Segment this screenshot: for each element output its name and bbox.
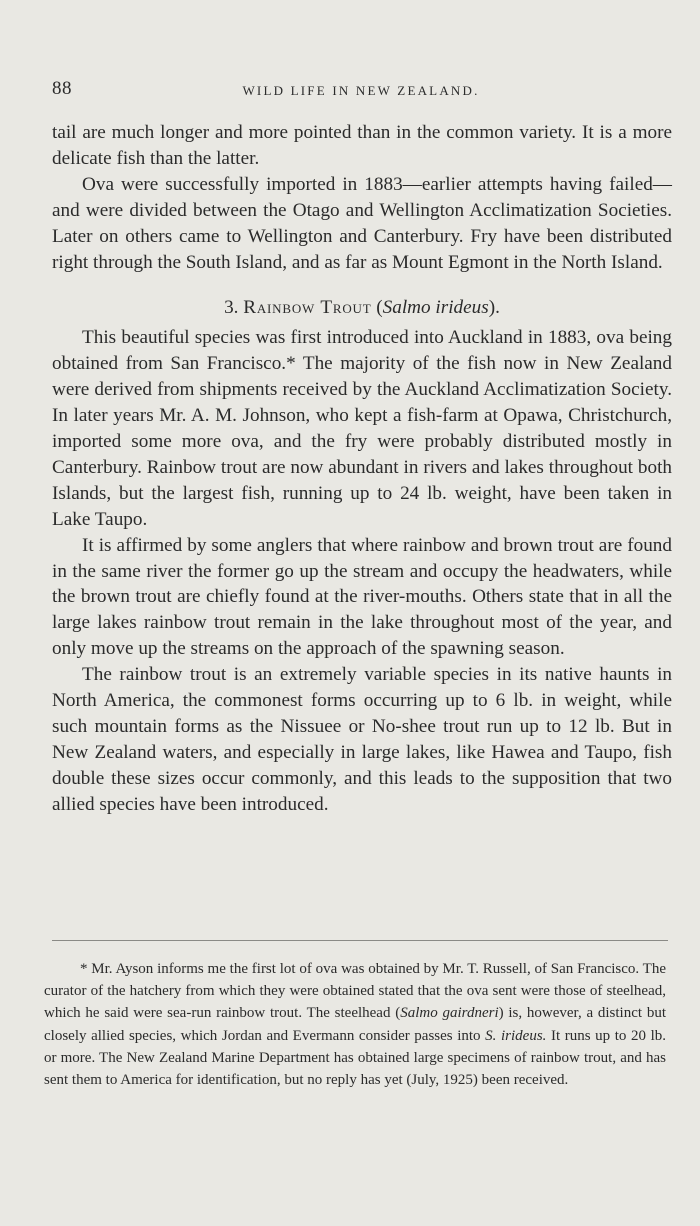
section-heading [52,295,672,321]
footnote [44,958,666,1091]
paragraph-anglers: It is affirmed by some anglers that where rainbow and brown trout are found in the same river the former go up the stream and occupy the headwaters, while the brown trout are chiefly found at the river-mouths. Others state that in all the large lakes rainbow trout remain in the lake throughout most of the year, and only move up the streams on the approach of the spawning season. [52,534,672,660]
paragraph-ova-import: Ova were successfully imported in 1883—earlier attempts having failed—and were divided between the Otago and Wellington Acclimatization Societies. Later on others came to Wellington and Canterbury. Fry have been distributed right through the South Island, and as far as Mount Egmont in the North Island. [52,173,672,273]
paragraph-continuation: tail are much longer and more pointed than in the common variety. It is a more delicate fish than the latter. [52,122,672,169]
paragraph-variability: The rainbow trout is an extremely variable species in its native haunts in North America, the commonest forms occurring up to 6 lb. in weight, while such mountain forms as the Nissuee or No-shee trout run up to 12 lb. But in New Zealand waters, and especially in large lakes, like Hawea and Taupo, fish double these sizes occur commonly, and this leads to the supposition that two allied species have been introduced. [52,664,672,815]
section-latin-name: Salmo irideus [382,297,489,319]
open-paren: ( [376,297,383,319]
page-header [52,78,670,104]
body-text [52,120,672,818]
section-number: 3. [224,297,239,319]
footnote-part-3: It runs up to 20 lb. or more. The New Zealand Marine Department has obtained large specimens of rainbow trout, and has sent them to America for identification, but no reply has yet (July, 1925) been received. [44,1027,667,1089]
close-paren: ). [488,297,500,319]
running-head: WILD LIFE IN NEW ZEALAND. [242,83,480,98]
footnote-latin-2: S. irideus. [485,1027,547,1044]
footnote-part-2: ) is, however, a distinct but closely allied species, which Jordan and Evermann consider passes into [44,1005,666,1044]
footnote-latin-1: Salmo gairdneri [400,1005,499,1022]
footnote-text [44,958,666,1091]
footnote-rule [52,940,668,941]
paragraph-introduction: This beautiful species was first introduced into Auckland in 1883, ova being obtained from San Francisco.* The majority of the fish now in New Zealand were derived from shipments received by the Auckland Acclimatization Society. In later years Mr. A. M. Johnson, who kept a fish-farm at Opawa, Christchurch, imported some more ova, and the fry were probably distributed mostly in Canterbury. Rainbow trout are now abundant in rivers and lakes throughout both Islands, but the largest fish, running up to 24 lb. weight, have been taken in Lake Taupo. [52,327,672,530]
page-number: 88 [52,78,72,99]
footnote-part-1: * Mr. Ayson informs me the first lot of ova was obtained by Mr. T. Russell, of San Francisco. The curator of the hatchery from which they were obtained stated that the ova sent were those of steelhead, which he said were sea-run rainbow trout. The steelhead ( [44,961,666,1022]
section-title: Rainbow Trout [243,297,372,319]
